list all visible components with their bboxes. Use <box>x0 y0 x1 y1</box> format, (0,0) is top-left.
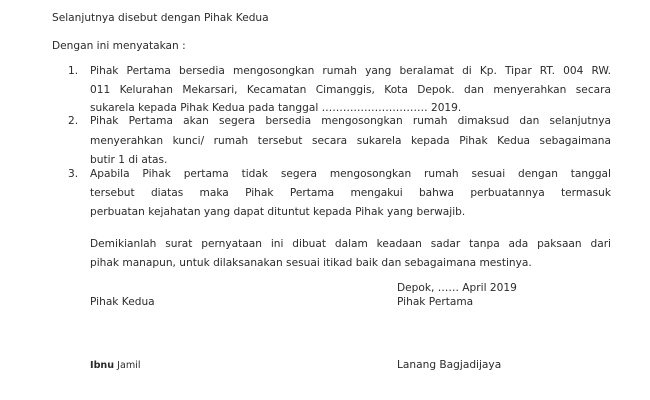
item-3-line-1: Apabila Pihak pertama tidak segera mengosongkan rumah sesuai dengan tanggal <box>90 168 611 180</box>
item-1-line-3: sukarela kepada Pihak Kedua pada tanggal ………………………… 2019. <box>90 102 462 114</box>
closing-line-2: pihak manapun, untuk dilaksanakan sesuai itikad baik dan sebagaimana mestinya. <box>90 257 532 269</box>
item-2-line-1: Pihak Pertama akan segera bersedia mengosongkan rumah dimaksud dan selanjutnya <box>90 115 611 127</box>
item-2-number: 2. <box>68 115 79 127</box>
right-party-label: Pihak Pertama <box>397 296 474 308</box>
item-3-line-2: tersebut diatas maka Pihak Pertama mengakui bahwa perbuatannya termasuk <box>90 187 611 199</box>
item-1-line-2: 011 Kelurahan Mekarsari, Kecamatan Cimanggis, Kota Depok. dan menyerahkan secara <box>90 84 611 96</box>
left-signer-first-name: Ibnu <box>90 360 115 371</box>
item-2-line-2: menyerahkan kunci/ rumah tersebut secara sukarela kepada Pihak Kedua sebagaimana <box>90 135 611 147</box>
item-3-line-3: perbuatan kejahatan yang dapat dituntut kepada Pihak yang berwajib. <box>90 206 466 218</box>
place-date: Depok, …… April 2019 <box>397 282 517 294</box>
item-1-number: 1. <box>68 65 79 77</box>
item-2-line-3: butir 1 di atas. <box>90 154 168 166</box>
left-party-label: Pihak Kedua <box>90 296 155 308</box>
closing-line-1: Demikianlah surat pernyataan ini dibuat dalam keadaan sadar tanpa ada paksaan dari <box>90 238 611 250</box>
item-1-line-1: Pihak Pertama bersedia mengosongkan rumah yang beralamat di Kp. Tipar RT. 004 RW. <box>90 65 611 77</box>
intro-line: Selanjutnya disebut dengan Pihak Kedua <box>52 12 269 24</box>
item-3-number: 3. <box>68 168 79 180</box>
right-signer-name: Lanang Bagjadijaya <box>397 359 502 371</box>
left-signer-last-name: Jamil <box>114 360 141 371</box>
left-signer-name <box>90 360 141 371</box>
declaration-line: Dengan ini menyatakan : <box>52 40 186 52</box>
